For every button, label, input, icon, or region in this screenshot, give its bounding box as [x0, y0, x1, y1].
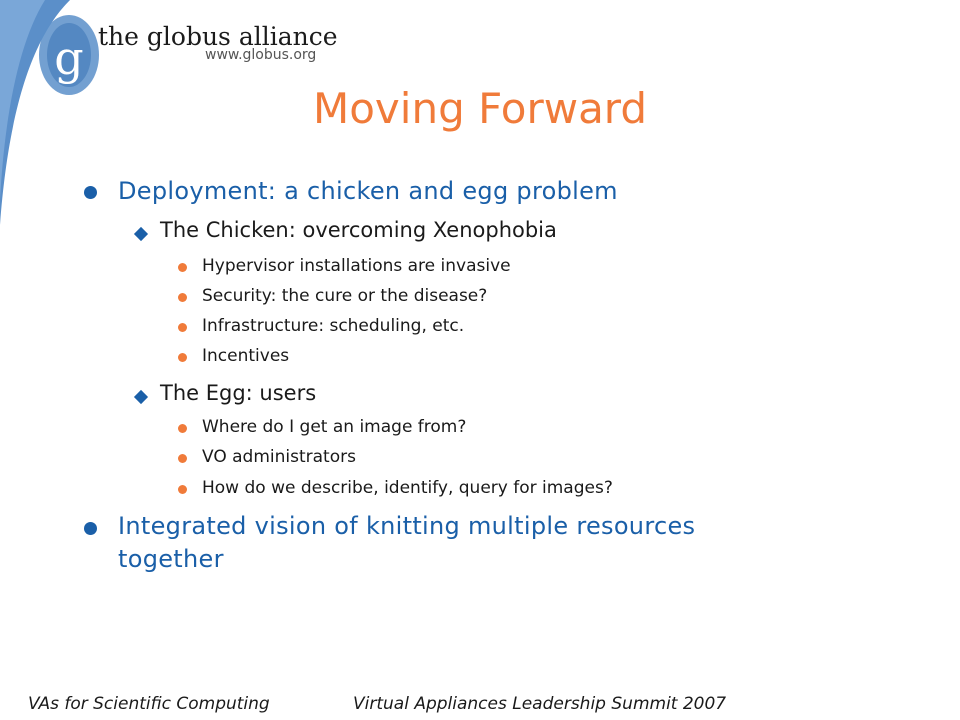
bullet-level1-line1: Integrated vision of knitting multiple resources	[118, 512, 696, 540]
bullet-dot-icon	[178, 424, 187, 433]
bullet-level3: Infrastructure: scheduling, etc.	[202, 316, 465, 336]
bullet-dot-icon	[84, 522, 97, 535]
bullet-dot-icon	[178, 263, 187, 272]
bullet-level3: Where do I get an image from?	[202, 417, 467, 437]
bullet-dot-icon	[178, 323, 187, 332]
bullet-level3: VO administrators	[202, 447, 356, 467]
bullet-level3: Hypervisor installations are invasive	[202, 256, 511, 276]
bullet-diamond-icon	[134, 227, 148, 241]
bullet-level3: Security: the cure or the disease?	[202, 286, 488, 306]
slide-title: Moving Forward	[313, 84, 647, 133]
bullet-dot-icon	[84, 186, 97, 199]
logo-name: the globus alliance	[98, 22, 338, 51]
globus-logo-letter: g	[54, 31, 84, 85]
logo-url: www.globus.org	[205, 47, 317, 63]
footer-right: Virtual Appliances Leadership Summit 2007	[353, 694, 727, 714]
bullet-level1: Deployment: a chicken and egg problem	[118, 177, 618, 205]
bullet-level3: Incentives	[202, 346, 290, 366]
bullet-level2: The Chicken: overcoming Xenophobia	[160, 218, 557, 242]
bullet-level2: The Egg: users	[160, 381, 317, 405]
bullet-level3: How do we describe, identify, query for images?	[202, 478, 613, 498]
bullet-dot-icon	[178, 353, 187, 362]
bullet-level1-line2: together	[118, 545, 224, 573]
bullet-dot-icon	[178, 485, 187, 494]
bullet-diamond-icon	[134, 390, 148, 404]
footer-left: VAs for Scientific Computing	[28, 694, 270, 714]
bullet-dot-icon	[178, 454, 187, 463]
bullet-dot-icon	[178, 293, 187, 302]
